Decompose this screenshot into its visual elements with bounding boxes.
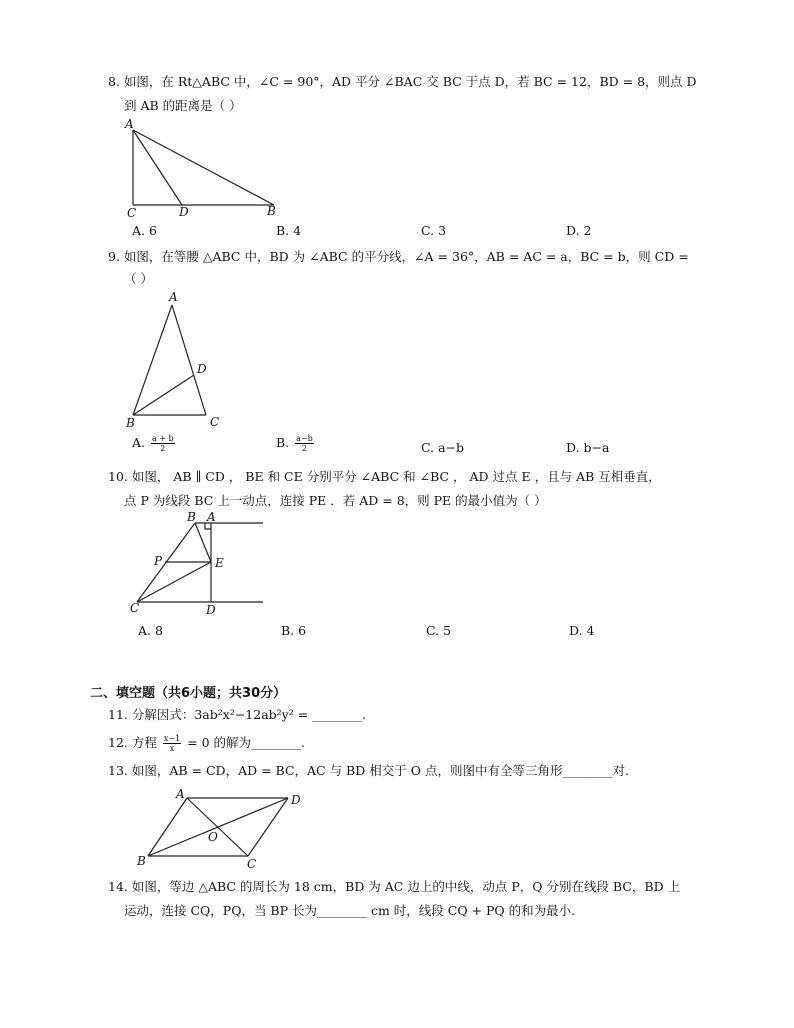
q8-option-a: A. 6	[132, 223, 157, 238]
q13-label-c: C	[247, 857, 257, 871]
q10-label-d: D	[206, 603, 216, 616]
q9-option-a-denominator: 2	[160, 444, 166, 453]
q10-option-d: D. 4	[569, 623, 595, 638]
q10-text-line2: 点 P 为线段 BC 上一动点，连接 PE ．若 AD = 8，则 PE 的最小值为（ ）	[124, 493, 547, 508]
q8-option-d: D. 2	[566, 223, 592, 238]
q10-label-e: E	[215, 556, 224, 570]
q12-fraction	[163, 734, 181, 753]
q13-label-o: O	[208, 830, 218, 844]
q8-option-c: C. 3	[421, 223, 447, 238]
q9-option-b-denominator: 2	[301, 444, 307, 453]
q10-label-a: A	[207, 510, 216, 524]
q9-text-line2: （ ）	[124, 271, 153, 286]
q9-option-b-fraction	[295, 434, 314, 453]
q13-label-b: B	[137, 854, 146, 868]
q9-option-a-fraction	[151, 434, 175, 453]
q8-segment-ad	[133, 130, 182, 205]
q9-segment-bd	[133, 375, 194, 415]
q8-option-b: B. 4	[276, 223, 302, 238]
q9-segment-ac	[172, 305, 206, 415]
q8-label-d: D	[179, 205, 189, 219]
q9-option-b-numerator: a−b	[296, 434, 313, 443]
q9-option-b-prefix: B.	[276, 435, 290, 450]
q9-text-line1: 9. 如图，在等腰 △ABC 中，BD 为 ∠ABC 的平分线，∠A = 36°，AB = AC = a，BC = b，则 CD =	[108, 249, 689, 264]
q12-prefix: 12. 方程	[108, 735, 157, 750]
q10-option-c: C. 5	[426, 623, 452, 638]
q10-text-line1: 10. 如图， AB ∥ CD ， BE 和 CE 分别平分 ∠ABC 和 ∠BC ， AD 过点 E ，且与 AB 互相垂直，	[108, 469, 661, 484]
q12-numerator: x−1	[163, 734, 181, 743]
q8-label-b: B	[267, 204, 276, 218]
section-2-title: 二、填空题（共6小题；共30分）	[90, 686, 287, 701]
q9-option-a	[132, 434, 177, 453]
q10-segment-ce	[137, 562, 211, 602]
q8-label-a: A	[125, 117, 134, 131]
q9-label-c: C	[210, 415, 220, 429]
q10-option-a: A. 8	[138, 623, 163, 638]
q8-figure	[118, 115, 288, 221]
q14-text-line1: 14. 如图，等边 △ABC 的周长为 18 cm，BD 为 AC 边上的中线，动点 P，Q 分别在线段 BC，BD 上	[108, 879, 681, 894]
q9-label-a: A	[169, 290, 178, 304]
q9-option-a-prefix: A.	[132, 435, 146, 450]
q10-label-b: B	[187, 510, 196, 524]
q10-figure	[125, 510, 267, 616]
q13-label-a: A	[176, 787, 185, 801]
q12-suffix: = 0 的解为________.	[187, 735, 305, 750]
q13-segment-bd	[148, 798, 288, 856]
q11-text: 11. 分解因式：3ab²x²−12ab²y² = ________.	[108, 707, 367, 722]
q9-option-d: D. b−a	[566, 440, 610, 455]
q8-segment-ab	[133, 130, 274, 205]
q13-label-d: D	[291, 793, 301, 807]
q9-option-a-numerator: a + b	[152, 434, 174, 443]
q9-figure	[118, 288, 228, 430]
q9-option-c: C. a−b	[421, 440, 464, 455]
q10-label-p: P	[154, 554, 163, 568]
q13-text: 13. 如图，AB = CD，AD = BC，AC 与 BD 相交于 O 点，则图中有全等三角形________对.	[108, 763, 629, 778]
q9-option-b	[276, 434, 316, 453]
q12-denominator: x	[169, 744, 175, 753]
q10-option-b: B. 6	[281, 623, 307, 638]
q14-text-line2: 运动，连接 CQ，PQ，当 BP 长为________ cm 时，线段 CQ + PQ 的和为最小.	[124, 903, 576, 918]
q9-segment-ab	[133, 305, 172, 415]
q12-text	[108, 734, 305, 753]
q9-label-d: D	[197, 362, 207, 376]
q8-text-line1: 8. 如图，在 Rt△ABC 中，∠C = 90°，AD 平分 ∠BAC 交 BC 于点 D，若 BC = 12，BD = 8，则点 D	[108, 74, 697, 89]
q9-label-b: B	[126, 416, 135, 430]
q8-label-c: C	[127, 206, 137, 220]
q10-label-c: C	[130, 601, 140, 615]
q8-text-line2: 到 AB 的距离是（ ）	[124, 98, 242, 113]
q13-figure	[130, 786, 306, 872]
